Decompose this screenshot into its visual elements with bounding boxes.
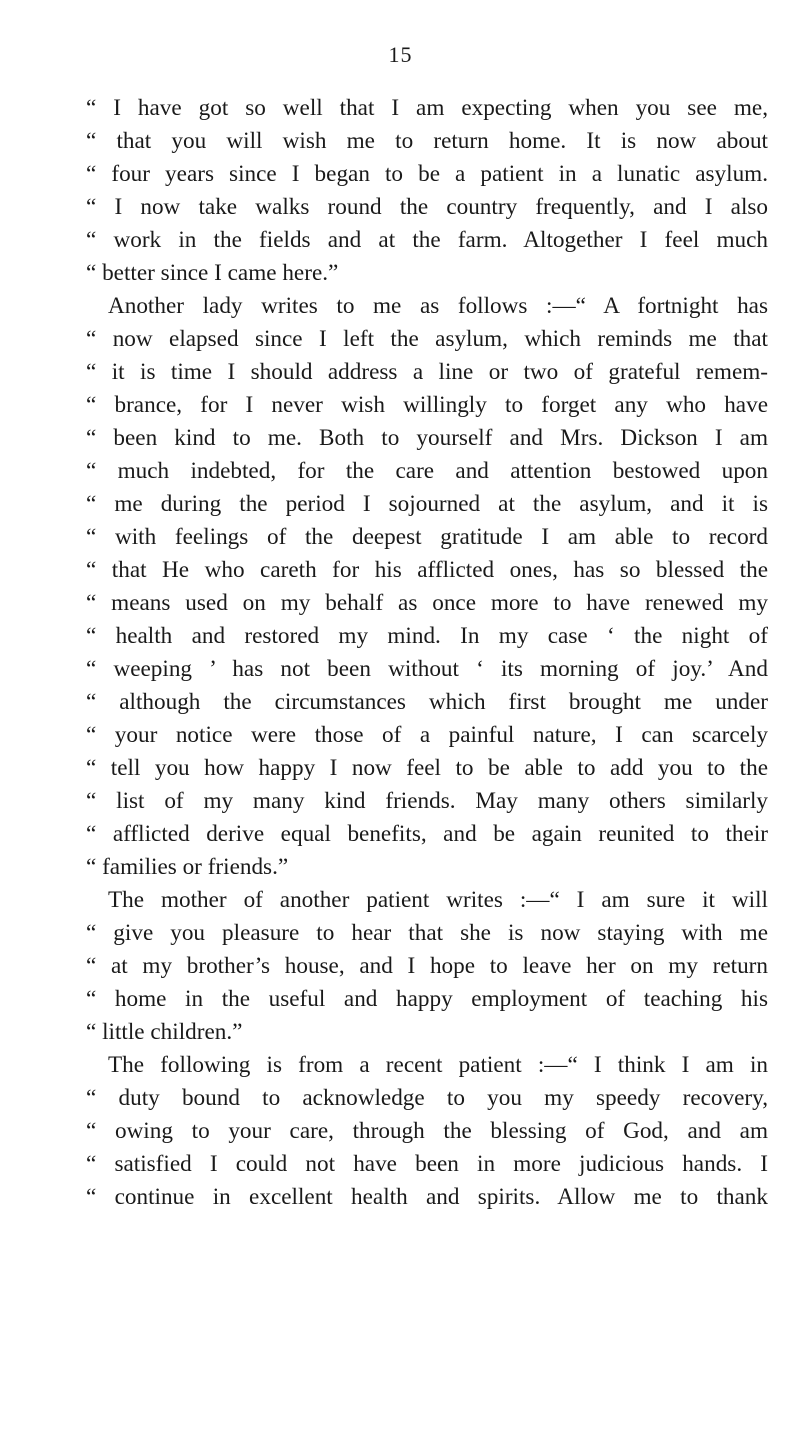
- text-line: “ give you pleasure to hear that she is now staying with me: [86, 920, 768, 946]
- text-line: “ health and restored my mind. In my case ‘ the night of: [86, 623, 768, 649]
- text-line: “ families or friends.”: [86, 854, 289, 880]
- text-line: “ I now take walks round the country frequently, and I also: [86, 194, 768, 220]
- text-line: “ continue in excellent health and spirits. Allow me to thank: [86, 1184, 768, 1210]
- text-line: “ although the circumstances which first brought me under: [86, 689, 768, 715]
- text-line: Another lady writes to me as follows :—“ A fortnight has: [108, 293, 768, 319]
- text-line: “ owing to your care, through the blessing of God, and am: [86, 1118, 768, 1144]
- text-line: “ that you will wish me to return home. It is now about: [86, 128, 768, 154]
- text-line: “ little children.”: [86, 1019, 243, 1045]
- text-line: “ means used on my behalf as once more to have renewed my: [86, 590, 768, 616]
- text-line: “ four years since I began to be a patient in a lunatic asylum.: [86, 161, 768, 187]
- text-line: “ been kind to me. Both to yourself and Mrs. Dickson I am: [86, 425, 768, 451]
- text-line: “ duty bound to acknowledge to you my speedy recovery,: [86, 1085, 768, 1111]
- text-line: “ weeping ’ has not been without ‘ its morning of joy.’ And: [86, 656, 768, 682]
- text-line: “ home in the useful and happy employment of teaching his: [86, 986, 768, 1012]
- text-line: “ me during the period I sojourned at the asylum, and it is: [86, 491, 768, 517]
- page-number: 15: [388, 42, 413, 67]
- text-line: “ better since I came here.”: [86, 260, 339, 286]
- text-line: “ with feelings of the deepest gratitude I am able to record: [86, 524, 768, 550]
- text-line: “ I have got so well that I am expecting when you see me,: [86, 95, 768, 121]
- body-text: [86, 92, 768, 1214]
- text-line: “ your notice were those of a painful nature, I can scarcely: [86, 722, 768, 748]
- text-line: “ list of my many kind friends. May many others similarly: [86, 788, 768, 814]
- text-line: “ tell you how happy I now feel to be able to add you to the: [86, 755, 768, 781]
- text-line: “ it is time I should address a line or two of grateful remem-: [86, 359, 768, 385]
- text-line: “ satisfied I could not have been in more judicious hands. I: [86, 1151, 768, 1177]
- text-line: “ brance, for I never wish willingly to forget any who have: [86, 392, 768, 418]
- text-line: “ work in the fields and at the farm. Altogether I feel much: [86, 227, 768, 253]
- text-line: “ that He who careth for his afflicted ones, has so blessed the: [86, 557, 768, 583]
- text-line: “ now elapsed since I left the asylum, which reminds me that: [86, 326, 768, 352]
- text-line: “ much indebted, for the care and attention bestowed upon: [86, 458, 768, 484]
- text-line: “ afflicted derive equal benefits, and be again reunited to their: [86, 821, 768, 847]
- text-line: The following is from a recent patient :—“ I think I am in: [108, 1052, 768, 1078]
- text-line: “ at my brother’s house, and I hope to leave her on my return: [86, 953, 768, 979]
- text-line: The mother of another patient writes :—“ I am sure it will: [108, 887, 768, 913]
